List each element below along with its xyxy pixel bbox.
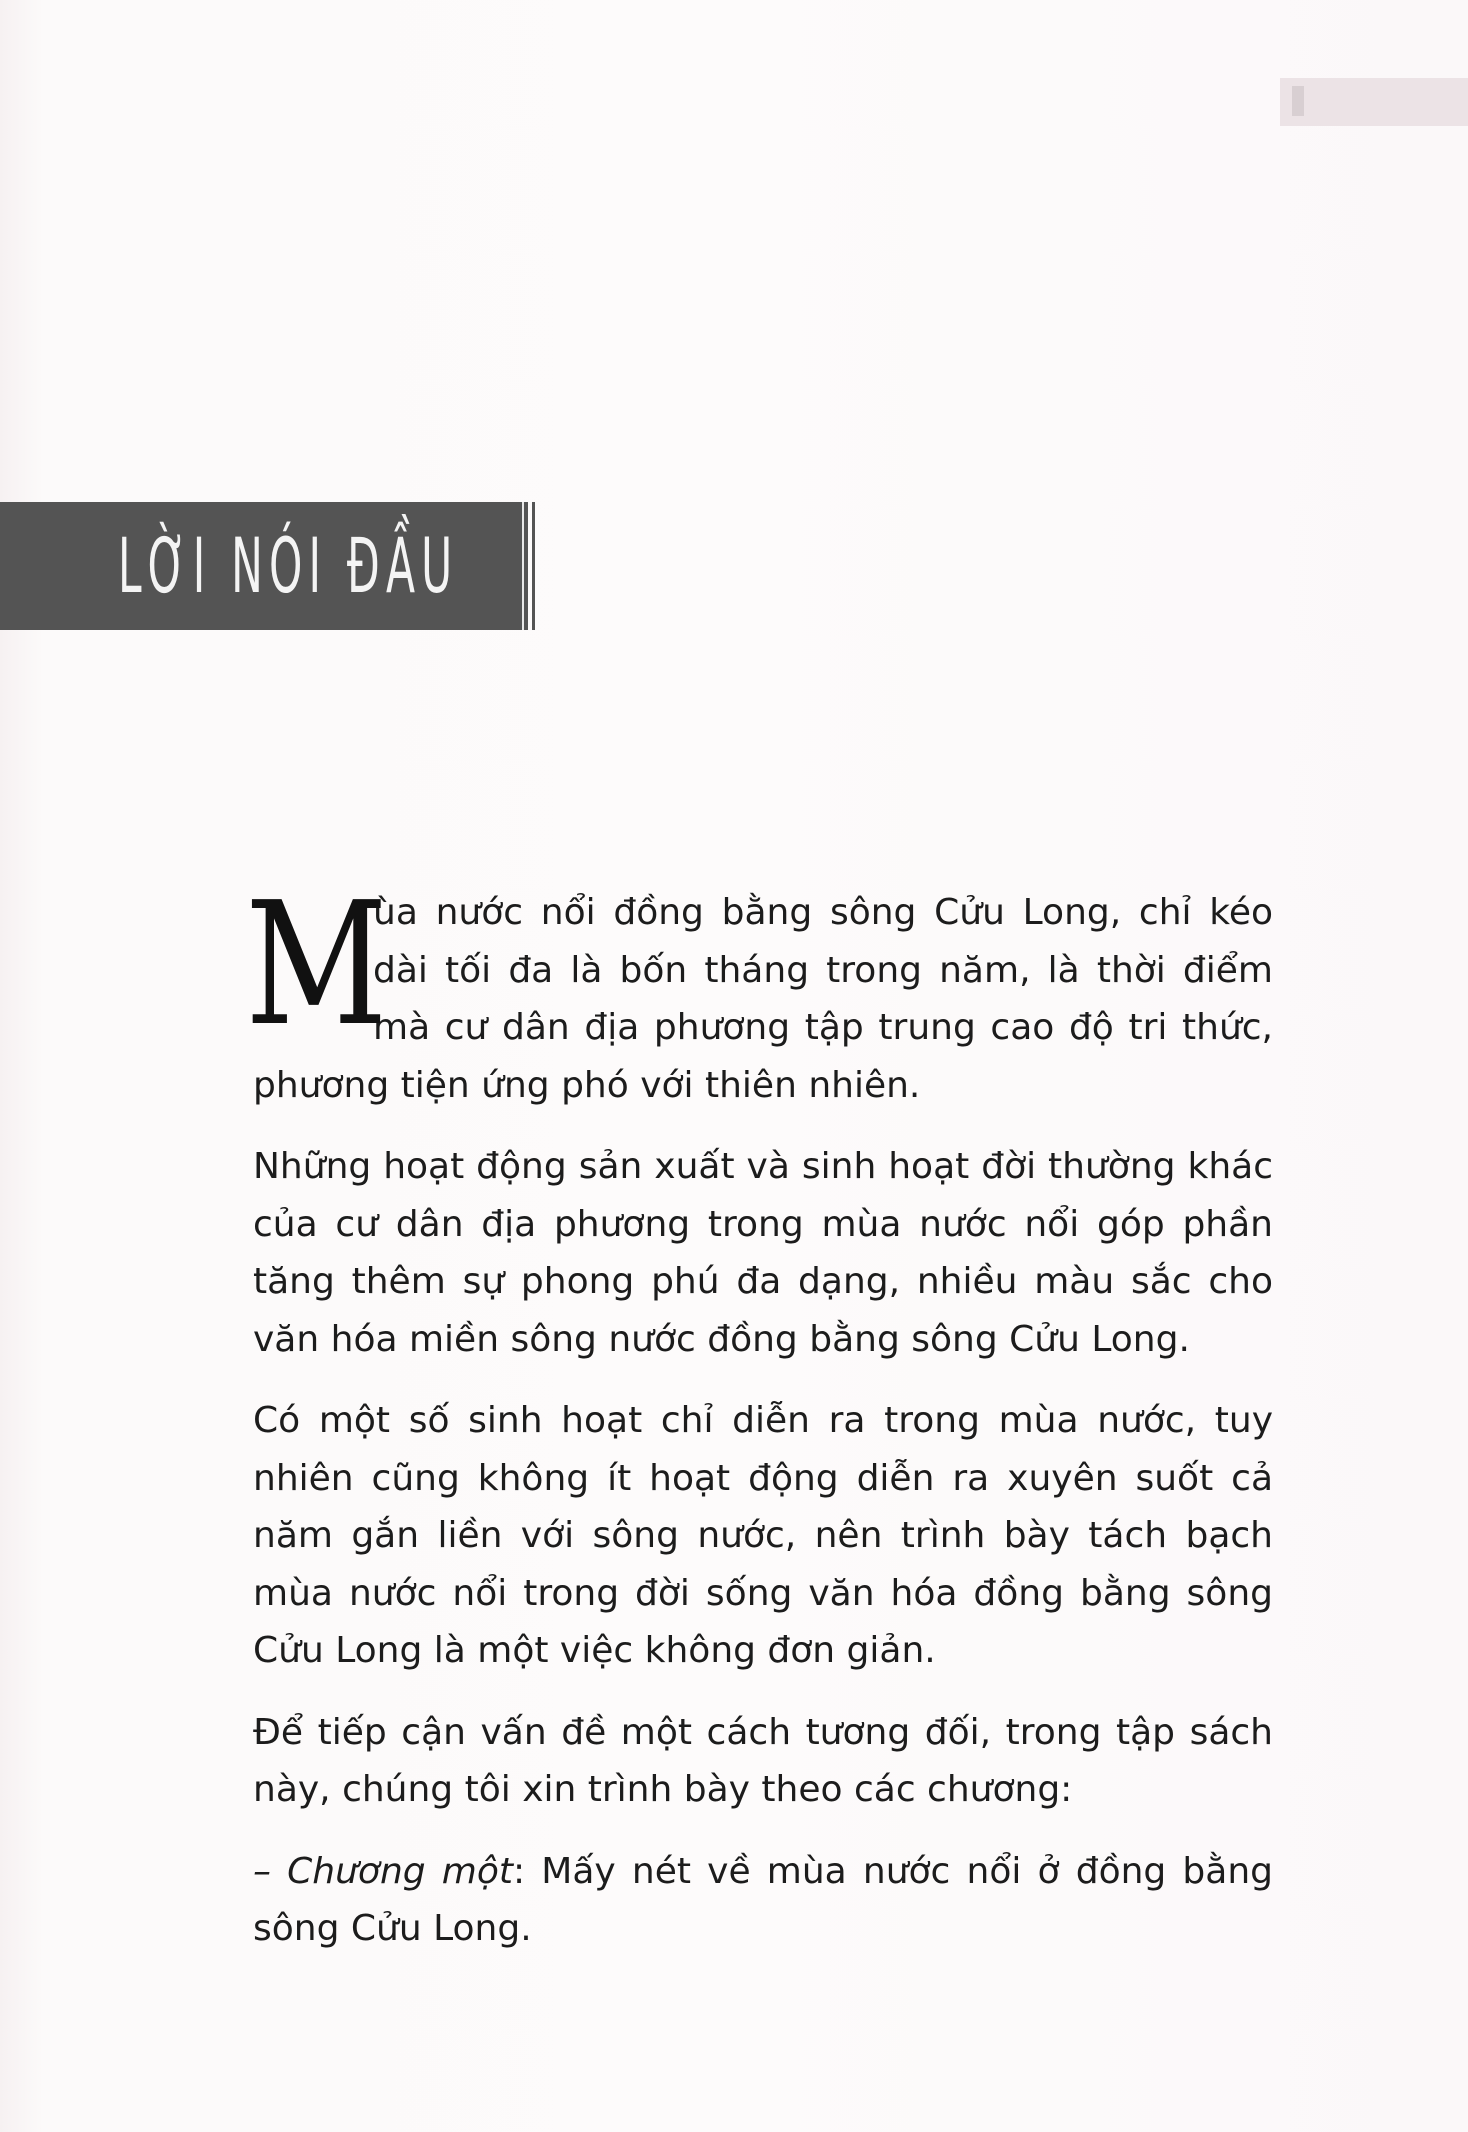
body-text	[245, 866, 1274, 1982]
title-banner-rule	[532, 502, 535, 630]
chapter-one-item	[253, 1843, 1273, 1958]
chapter-one-label: – Chương một	[253, 1850, 514, 1892]
paragraph-1-text: ùa nước nổi đồng bằng sông Cửu Long, chỉ kéo dài tối đa là bốn tháng trong năm, là thời điểm mà cư dân địa phương tập trung cao độ tri thức, phương tiện ứng phó với thiên nhiên.	[253, 892, 1273, 1106]
paragraph-2: Những hoạt động sản xuất và sinh hoạt đời thường khác của cư dân địa phương trong mùa nước nổi góp phần tăng thêm sự phong phú đa dạng, nhiều màu sắc cho văn hóa miền sông nước đồng bằng sông Cửu Long.	[253, 1146, 1273, 1360]
page-title: LỜI NÓI ĐẦU	[118, 521, 459, 610]
bleed-through-tab	[1280, 78, 1468, 126]
chapter-one-text: : Mấy nét về mùa nước nổi ở đồng bằng sông Cửu Long.	[253, 1850, 1274, 1949]
bleed-through-mark	[1292, 86, 1304, 116]
paragraph-3: Có một số sinh hoạt chỉ diễn ra trong mùa nước, tuy nhiên cũng không ít hoạt động diễn ra xuyên suốt cả năm gắn liền với sông nước, nên trình bày tách bạch mùa nước nổi trong đời sống văn hóa đồng bằng sông Cửu Long là một việc không đơn giản.	[253, 1400, 1273, 1671]
paragraph-1	[245, 866, 1273, 1114]
title-banner-gap	[522, 502, 524, 630]
paragraph-4: Để tiếp cận vấn đề một cách tương đối, trong tập sách này, chúng tôi xin trình bày theo các chương:	[253, 1711, 1273, 1810]
drop-cap: M	[245, 866, 388, 1064]
